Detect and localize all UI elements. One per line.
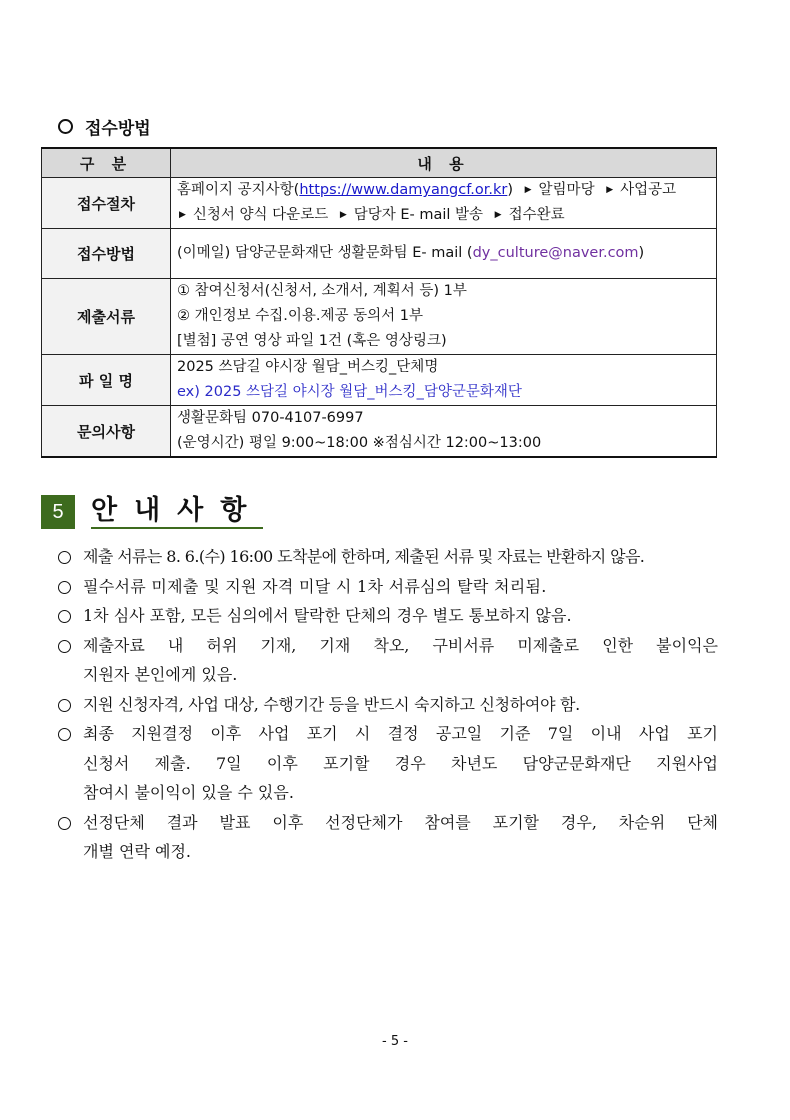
section-5-title: 안내사항 bbox=[91, 496, 263, 529]
inquiry-phone: 생활문화팀 070-4107-6997 bbox=[177, 410, 364, 426]
row-label-documents: 제출서류 bbox=[42, 279, 171, 355]
row-label-inquiry: 문의사항 bbox=[42, 406, 171, 458]
list-item: 지원 신청자격, 사업 대상, 수행기간 등을 반드시 숙지하고 신청하여야 함. bbox=[58, 690, 718, 720]
row-label-filename: 파 일 명 bbox=[42, 355, 171, 406]
arrow-right-icon: ▶ bbox=[494, 210, 502, 220]
section-title: 접수방법 bbox=[85, 119, 151, 139]
documents-content bbox=[171, 279, 717, 355]
circle-bullet-icon bbox=[58, 699, 71, 712]
page-number: - 5 - bbox=[382, 1034, 408, 1049]
reception-table bbox=[41, 147, 717, 458]
header-content: 내 용 bbox=[171, 148, 717, 178]
contact-email[interactable]: dy_culture@naver.com bbox=[472, 245, 639, 261]
filename-content bbox=[171, 355, 717, 406]
circle-bullet-icon bbox=[58, 119, 73, 134]
homepage-link[interactable]: https://www.damyangcf.or.kr bbox=[299, 182, 508, 198]
inquiry-content bbox=[171, 406, 717, 458]
section-heading-reception bbox=[58, 114, 151, 139]
table-row bbox=[42, 355, 717, 406]
list-item: 최종 지원결정 이후 사업 포기 시 결정 공고일 기준 7일 이내 사업 포기 신청서 제출. 7일 이후 포기할 경우 차년도 담양군문화재단 지원사업 참여시 불이익이 있을 수 있음. bbox=[58, 719, 718, 808]
arrow-right-icon: ▶ bbox=[179, 210, 186, 220]
list-item: 제출 서류는 8. 6.(수) 16:00 도착분에 한하며, 제출된 서류 및 자료는 반환하지 않음. bbox=[58, 542, 718, 572]
table-row bbox=[42, 406, 717, 458]
filename-format: 2025 쓰담길 야시장 월담_버스킹_단체명 bbox=[177, 359, 439, 375]
arrow-right-icon: ▶ bbox=[339, 210, 347, 220]
table-row bbox=[42, 178, 717, 229]
circle-bullet-icon bbox=[58, 817, 71, 830]
list-item: 제출자료 내 허위 기재, 기재 착오, 구비서류 미제출로 인한 불이익은 지원자 본인에게 있음. bbox=[58, 631, 718, 690]
table-header-row bbox=[42, 148, 717, 178]
row-label-method: 접수방법 bbox=[42, 229, 171, 279]
row-label-procedure: 접수절차 bbox=[42, 178, 171, 229]
circle-bullet-icon bbox=[58, 610, 71, 623]
table-row bbox=[42, 229, 717, 279]
filename-example: ex) 2025 쓰담길 야시장 월담_버스킹_담양군문화재단 bbox=[177, 384, 522, 400]
method-content: (이메일) 담양군문화재단 생활문화팀 E- mail (dy_culture@naver.com) bbox=[171, 229, 717, 279]
arrow-right-icon: ▶ bbox=[524, 185, 532, 195]
list-item: 1차 심사 포함, 모든 심의에서 탈락한 단체의 경우 별도 통보하지 않음. bbox=[58, 601, 718, 631]
section-5-heading bbox=[41, 495, 263, 529]
circle-bullet-icon bbox=[58, 728, 71, 741]
document-item: ① 참여신청서(신청서, 소개서, 계획서 등) 1부 bbox=[177, 283, 467, 299]
list-item: 선정단체 결과 발표 이후 선정단체가 참여를 포기할 경우, 차순위 단체 개별 연락 예정. bbox=[58, 808, 718, 867]
circle-bullet-icon bbox=[58, 640, 71, 653]
circle-bullet-icon bbox=[58, 551, 71, 564]
list-item: 필수서류 미제출 및 지원 자격 미달 시 1차 서류심의 탈락 처리됨. bbox=[58, 572, 718, 602]
circle-bullet-icon bbox=[58, 581, 71, 594]
section-number-badge: 5 bbox=[41, 495, 75, 529]
arrow-right-icon: ▶ bbox=[606, 185, 614, 195]
document-item: [별첨] 공연 영상 파일 1건 (혹은 영상링크) bbox=[177, 333, 447, 349]
notice-list bbox=[58, 542, 718, 867]
table-row bbox=[42, 279, 717, 355]
header-category: 구 분 bbox=[42, 148, 171, 178]
inquiry-hours: (운영시간) 평일 9:00~18:00 ※점심시간 12:00~13:00 bbox=[177, 435, 542, 451]
document-item: ② 개인정보 수집.이용.제공 동의서 1부 bbox=[177, 308, 423, 324]
procedure-content: 홈페이지 공지사항(https://www.damyangcf.or.kr) ▶ 알림마당 ▶ 사업공고 ▶ 신청서 양식 다운로드 ▶ 담당자 E- mail 발송 ▶ 접수완료 bbox=[171, 178, 717, 229]
